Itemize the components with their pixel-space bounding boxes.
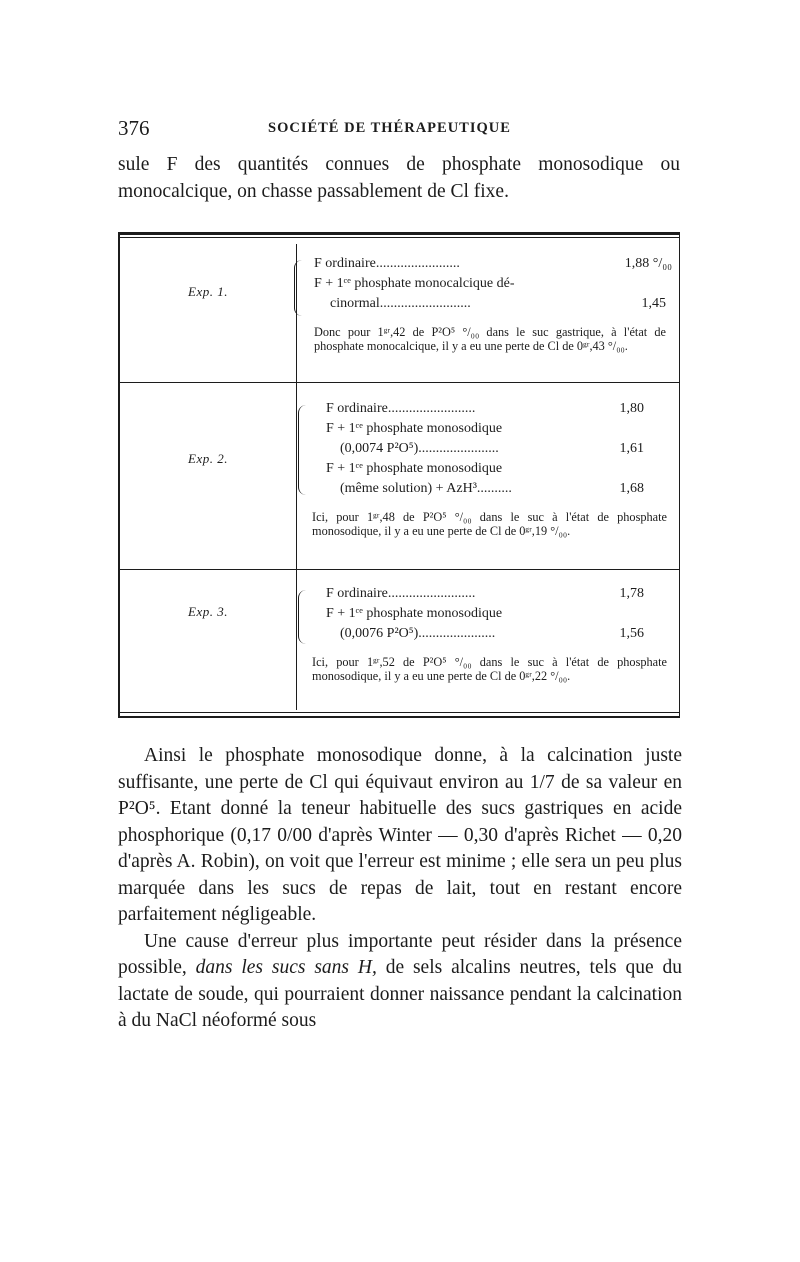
- running-title: SOCIÉTÉ DE THÉRAPEUTIQUE: [268, 120, 511, 136]
- exp2-value3: 1,61: [619, 441, 644, 456]
- exp3-value1: 1,78: [619, 586, 644, 601]
- page-header: [118, 116, 680, 142]
- body-paragraph-2-emphasis: dans les sucs sans H,: [195, 957, 377, 978]
- exp2-line5: (même solution) + AzH³..........: [340, 481, 512, 496]
- table-bottom-rule-thin: [118, 712, 680, 713]
- exp1-value1: 1,88 °/₀₀: [624, 256, 672, 271]
- exp1-line3: cinormal..........................: [330, 296, 471, 311]
- body-text: [118, 743, 682, 1035]
- exp1-note: Donc pour 1ᵍʳ,42 de P²O⁵ °/₀₀ dans le suc gastrique, à l'état de phosphate monocalcique, il y a eu une perte de Cl de 0ᵍʳ,43 °/₀₀.: [314, 325, 666, 353]
- exp3-brace: [298, 590, 307, 644]
- intro-paragraph: sule F des quantités connues de phosphate monosodique ou monocalcique, on chasse passablement de Cl fixe.: [118, 154, 680, 202]
- exp2-line3: (0,0074 P²O⁵).......................: [340, 441, 499, 456]
- exp2-row: [118, 383, 680, 569]
- experiment-table: [118, 232, 680, 718]
- page-number: 376: [118, 116, 150, 140]
- exp2-line4: F + 1ᶜᵉ phosphate monosodique: [326, 461, 503, 476]
- body-paragraph-2: [118, 929, 682, 1035]
- exp2-value5: 1,68: [619, 481, 644, 496]
- exp3-row: [118, 570, 680, 710]
- exp3-line1: F ordinaire.........................: [326, 586, 476, 601]
- exp1-value3: 1,45: [641, 296, 666, 311]
- exp3-value3: 1,56: [619, 626, 644, 641]
- body-paragraph-1: Ainsi le phosphate monosodique donne, à la calcination juste suffisante, une perte de Cl qui équivaut environ au 1/7 de sa valeur en P²O⁵. Etant donné la teneur habituelle des sucs gastriques en acide phosphorique (0,17 0/00 d'après Winter — 0,30 d'après Richet — 0,20 d'après A. Robin), on voit que l'erreur est minime ; elle sera un peu plus marquée dans les sucs de repas de lait, tout en restant encore parfaitement négligeable.: [118, 745, 682, 925]
- exp3-line2: F + 1ᶜᵉ phosphate monosodique: [326, 606, 503, 621]
- exp3-label: Exp. 3.: [188, 604, 228, 619]
- exp2-line1: F ordinaire.........................: [326, 401, 476, 416]
- exp1-row: [118, 232, 680, 382]
- exp3-line3: (0,0076 P²O⁵)......................: [340, 626, 496, 641]
- exp2-value1: 1,80: [619, 401, 644, 416]
- body-paragraph-2-start: Une cause d'erreur plus importante peut résider dans la présence possible,: [118, 930, 682, 978]
- exp1-label: Exp. 1.: [188, 284, 228, 299]
- exp1-line2: F + 1ᶜᵉ phosphate monocalcique dé-: [314, 276, 515, 291]
- exp2-label: Exp. 2.: [188, 451, 228, 466]
- exp2-note: Ici, pour 1ᵍʳ,48 de P²O⁵ °/₀₀ dans le suc à l'état de phosphate monosodique, il y a eu une perte de Cl de 0ᵍʳ,19 °/₀₀.: [312, 510, 667, 538]
- exp1-line1: F ordinaire........................: [314, 256, 460, 271]
- exp2-brace: [298, 405, 307, 495]
- exp2-line2: F + 1ᶜᵉ phosphate monosodique: [326, 421, 503, 436]
- exp3-note: Ici, pour 1ᵍʳ,52 de P²O⁵ °/₀₀ dans le suc à l'état de phosphate monosodique, il y a eu une perte de Cl de 0ᵍʳ,22 °/₀₀.: [312, 655, 667, 683]
- table-bottom-rule: [118, 716, 680, 719]
- body-paragraph-2-end: de sels alcalins neutres, tels que du lactate de soude, qui pourraient donner naissance pendant la calcination à du NaCl néoformé sous: [118, 957, 682, 1031]
- exp1-brace: [294, 260, 303, 316]
